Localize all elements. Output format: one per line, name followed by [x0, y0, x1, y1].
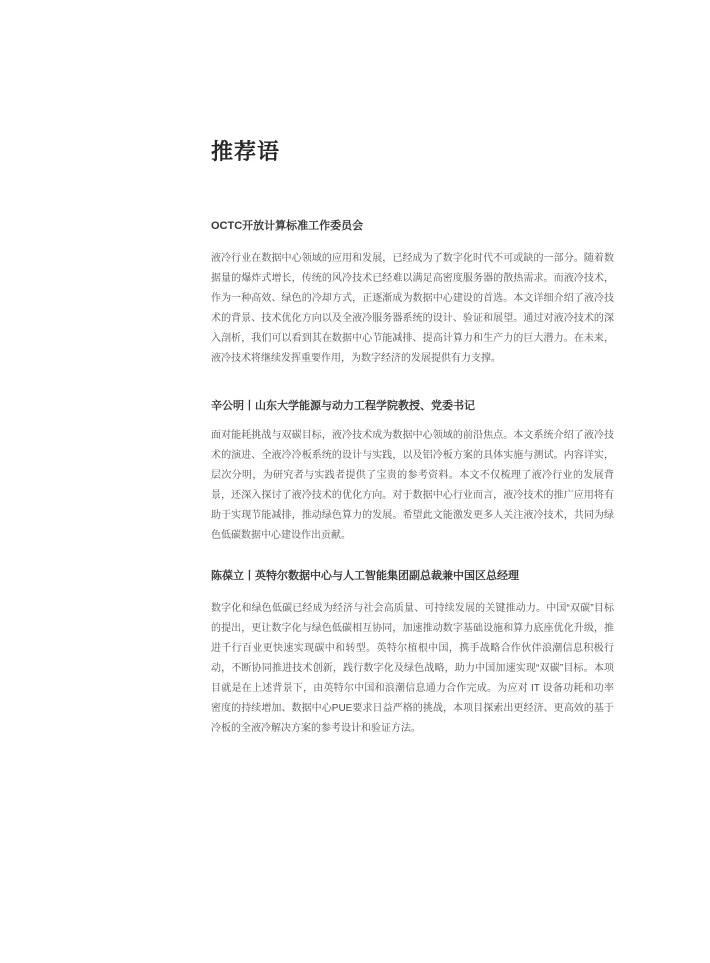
section-body-octc: 液冷行业在数据中心领域的应用和发展，已经成为了数字化时代不可或缺的一部分。随着数据量的爆炸式增长，传统的风冷技术已经难以满足高密度服务器的散热需求。而液冷技术，作为一种高效、绿色的冷却方式，正逐渐成为数据中心建设的首选。本文详细介绍了液冷技术的背景、技术优化方向以及全液冷服务器系统的设计、验证和展望。通过对液冷技术的深入剖析，我们可以看到其在数据中心节能减排、提高计算力和生产力的巨大潜力。在未来，液冷技术将继续发挥重要作用，为数字经济的发展提供有力支撑。 [211, 253, 614, 364]
section-heading-octc: OCTC开放计算标准工作委员会 [211, 220, 364, 232]
page-title: 推荐语 [211, 139, 281, 164]
section-body-xingongming: 面对能耗挑战与双碳目标，液冷技术成为数据中心领域的前沿焦点。本文系统介绍了液冷技术的演进、全液冷冷板系统的设计与实践，以及铝冷板方案的具体实施与测试。内容详实，层次分明，为研究者与实践者提供了宝贵的参考资料。本文不仅梳理了液冷行业的发展背景，还深入探讨了液冷技术的优化方向。对于数据中心行业而言，液冷技术的推广应用将有助于实现节能减排，推动绿色算力的发展。希望此文能激发更多人关注液冷技术，共同为绿色低碳数据中心建设作出贡献。 [211, 430, 614, 541]
section-body-chenbaoli: 数字化和绿色低碳已经成为经济与社会高质量、可持续发展的关键推动力。中国“双碳”目标的提出，更让数字化与绿色低碳相互协同，加速推动数字基础设施和算力底座优化升级，推进千行百业更快速实现碳中和转型。英特尔植根中国，携手战略合作伙伴浪潮信息积极行动，不断协同推进技术创新，践行数字化及绿色战略，助力中国加速实现“双碳”目标。本项目就是在上述背景下，由英特尔中国和浪潮信息通力合作完成。为应对 IT 设备功耗和功率密度的持续增加、数据中心PUE要求日益严格的挑战，本项目探索出更经济、更高效的基于冷板的全液冷解决方案的参考设计和验证方法。 [211, 603, 614, 734]
section-heading-xingongming: 辛公明丨山东大学能源与动力工程学院教授、党委书记 [211, 400, 475, 412]
section-heading-chenbaoli: 陈葆立丨英特尔数据中心与人工智能集团副总裁兼中国区总经理 [211, 570, 519, 582]
